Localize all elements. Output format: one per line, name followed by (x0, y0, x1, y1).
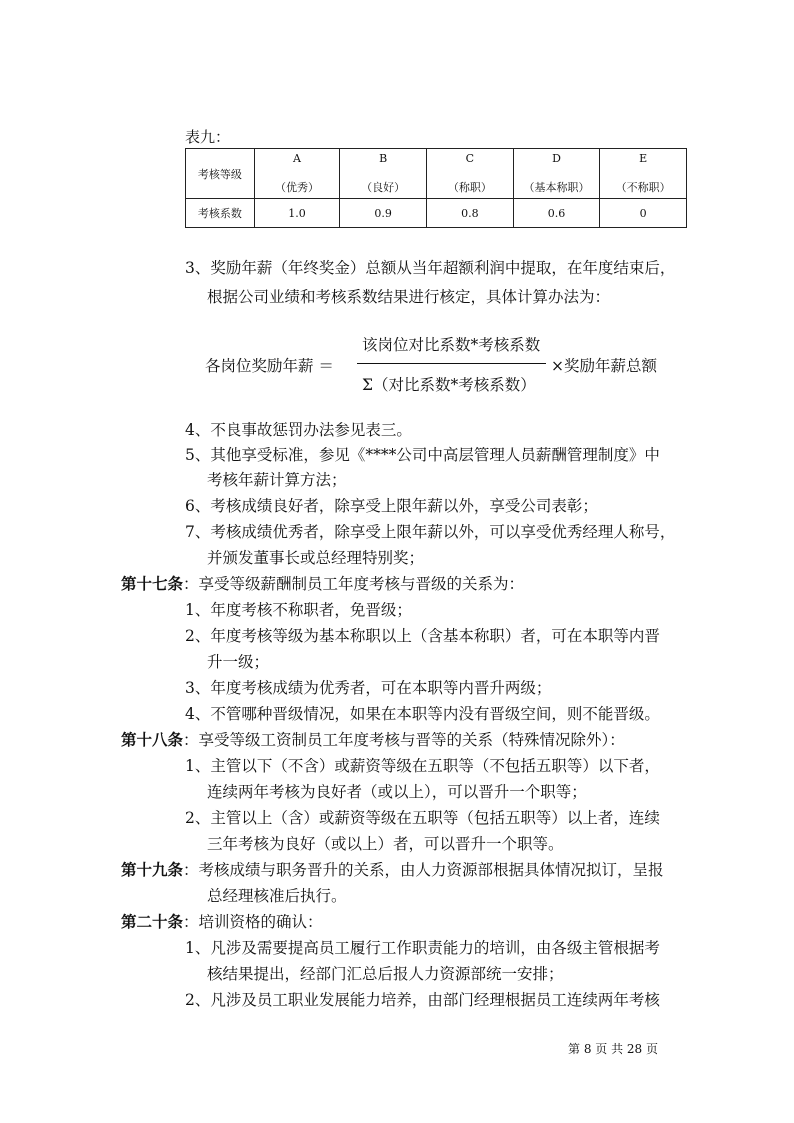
article-18-item-2-line2: 三年考核为良好（或以上）者，可以晋升一个职等。 (207, 835, 564, 853)
table-header-cell: 考核系数 (186, 199, 255, 228)
table-row (186, 199, 687, 228)
article-20-item-2-line1: 2、凡涉及员工职业发展能力培养，由部门经理根据员工连续两年考核 (185, 991, 660, 1009)
grade-letter: D (552, 152, 561, 165)
article-label: 第十九条 (121, 860, 184, 879)
table-cell (513, 149, 600, 199)
item-6: 6、考核成绩良好者，除享受上限年薪以外，享受公司表彰； (185, 497, 598, 515)
article-20-item-1-line1: 1、凡涉及需要提高员工履行工作职责能力的培训，由各级主管根据考 (185, 939, 660, 957)
article-20-heading (121, 912, 323, 932)
article-20-item-1-line2: 核结果提出，经部门汇总后报人力资源部统一安排； (207, 965, 564, 983)
item-5-line2: 考核年薪计算方法； (207, 471, 347, 489)
article-18-heading (121, 730, 625, 750)
grade-letter: E (639, 152, 648, 165)
article-text: ：考核成绩与职务晋升的关系，由人力资源部根据具体情况拟订，呈报 (183, 861, 664, 879)
article-17-item-2-line2: 升一级； (207, 653, 270, 671)
grade-letter: C (465, 152, 475, 165)
article-label: 第二十条 (121, 912, 184, 931)
article-label: 第十八条 (121, 730, 184, 749)
grade-letter: B (379, 152, 388, 165)
grade-name: （良好） (361, 181, 406, 194)
article-18-item-1-line1: 1、主管以下（不含）或薪资等级在五职等（不包括五职等）以下者， (185, 757, 660, 775)
formula-denominator: Σ（对比系数*考核系数） (362, 376, 536, 394)
article-18-item-1-line2: 连续两年考核为良好者（或以上），可以晋升一个职等； (207, 783, 587, 801)
article-17-heading (121, 574, 524, 594)
grade-table (185, 148, 687, 228)
table-cell (427, 149, 514, 199)
article-17-item-3: 3、年度考核成绩为优秀者，可在本职等内晋升两级； (185, 679, 552, 697)
article-19-heading (121, 860, 664, 880)
formula-left: 各岗位奖励年薪 ＝ (205, 357, 334, 375)
grade-name: （不称职） (615, 181, 671, 194)
item-5-line1: 5、其他享受标准，参见《****公司中高层管理人员薪酬管理制度》中 (185, 446, 660, 464)
article-text: ：培训资格的确认： (183, 913, 323, 931)
article-19-line2: 总经理核准后执行。 (207, 887, 347, 905)
article-18-item-2-line1: 2、主管以上（含）或薪资等级在五职等（包括五职等）以上者，连续 (185, 809, 660, 827)
article-text: ：享受等级薪酬制员工年度考核与晋级的关系为： (183, 575, 525, 593)
item-3-line1: 3、奖励年薪（年终奖金）总额从当年超额利润中提取，在年度结束后， (185, 259, 676, 277)
grade-name: （优秀） (275, 181, 320, 194)
article-17-item-1: 1、年度考核不称职者，免晋级； (185, 601, 412, 619)
article-17-item-4: 4、不管哪种晋级情况，如果在本职等内没有晋级空间，则不能晋级。 (185, 705, 660, 723)
table-cell: 0.8 (427, 199, 514, 228)
formula-right: ×奖励年薪总额 (551, 357, 657, 375)
fraction-bar (357, 363, 546, 364)
table-header-cell: 考核等级 (186, 149, 255, 199)
item-7-line2: 并颁发董事长或总经理特别奖； (207, 549, 425, 567)
table-label: 表九： (185, 128, 231, 146)
grade-name: （称职） (447, 181, 492, 194)
grade-name: （基本称职） (523, 181, 590, 194)
article-text: ：享受等级工资制员工年度考核与晋等的关系（特殊情况除外）： (183, 731, 625, 749)
page-footer: 第 8 页 共 28 页 (568, 1042, 658, 1056)
table-cell: 0.9 (340, 199, 427, 228)
item-3-line2: 根据公司业绩和考核系数结果进行核定，具体计算办法为： (207, 288, 611, 306)
table-cell: 1.0 (254, 199, 340, 228)
formula-numerator: 该岗位对比系数*考核系数 (362, 336, 541, 354)
table-cell: 0 (600, 199, 687, 228)
item-4: 4、不良事故惩罚办法参见表三。 (185, 421, 412, 439)
item-7-line1: 7、考核成绩优秀者，除享受上限年薪以外，可以享受优秀经理人称号， (185, 523, 676, 541)
table-cell (340, 149, 427, 199)
article-label: 第十七条 (121, 574, 184, 593)
article-17-item-2-line1: 2、年度考核等级为基本称职以上（含基本称职）者，可在本职等内晋 (185, 627, 660, 645)
table-row (186, 149, 687, 199)
table-cell (600, 149, 687, 199)
table-cell (254, 149, 340, 199)
grade-letter: A (293, 152, 301, 165)
table-cell: 0.6 (513, 199, 600, 228)
